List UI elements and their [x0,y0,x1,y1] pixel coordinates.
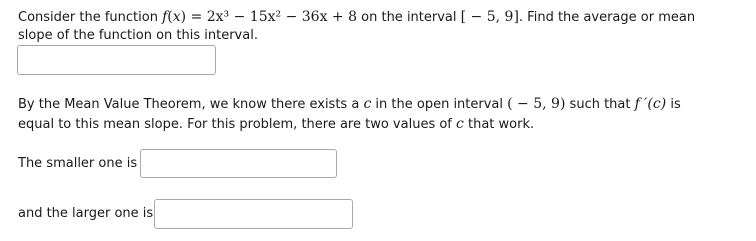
question-intro-text: Consider the function [18,10,163,25]
smaller-value-input[interactable] [140,149,337,178]
c-variable: c [363,96,372,112]
c-variable-2: c [456,116,464,132]
open-interval-text: in the open interval [371,97,508,112]
interval-text: on the interval [357,10,461,25]
mvt-line-2: equal to this mean slope. For this problem, there are two values of c that work. [18,116,535,132]
smaller-value-label: The smaller one is [18,156,138,171]
closed-interval: [ − 5, 9] [460,9,519,25]
mvt-intro-text: By the Mean Value Theorem, we know there exists a [18,97,364,112]
question-instruction-text: . Find the average or mean [518,10,696,25]
function-expression: f(x) = 2x³ − 15x² − 36x + 8 [162,9,358,25]
larger-value-label: and the larger one is [18,206,154,221]
question-line-1 [18,9,695,26]
mean-slope-input[interactable] [17,45,216,75]
mvt-line-1: By the Mean Value Theorem, we know there exists a c in the open interval ( − 5, 9) such that f ′(c) is [18,96,681,112]
question-line-2: slope of the function on this interval. [18,28,258,43]
derivative-expression: f ′(c) [634,96,667,112]
open-interval: ( − 5, 9) [507,96,566,112]
larger-value-input[interactable] [154,199,353,229]
function-rhs: = 2x³ − 15x² − 36x + 8 [190,9,358,25]
